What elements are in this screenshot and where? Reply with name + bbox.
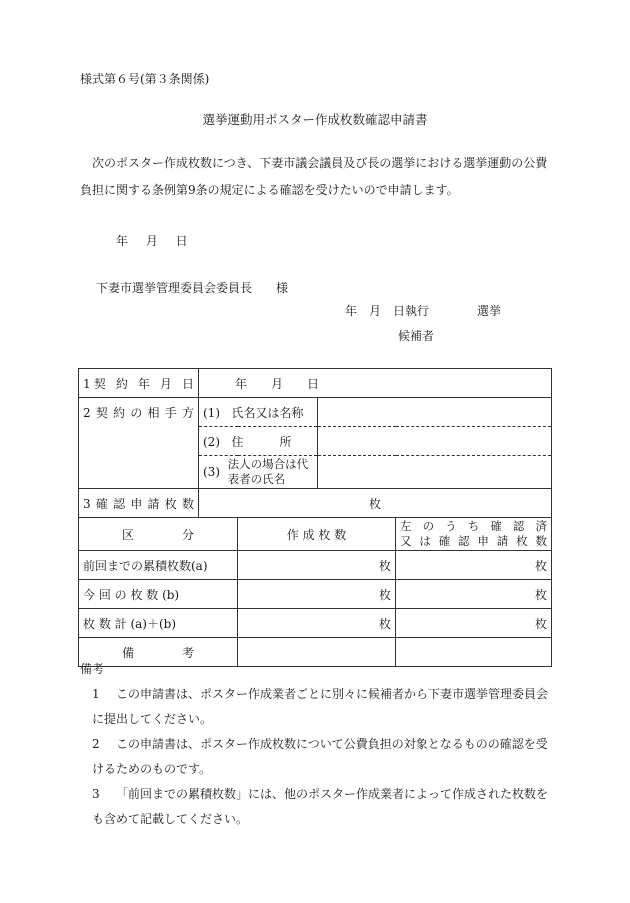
note-item — [92, 782, 552, 832]
intro-paragraph: 次のポスター作成枚数につき、下妻市議会議員及び長の選挙における選挙運動の公費負担に関する条例第9条の規定による確認を受けたいので申請します。 — [80, 156, 548, 197]
remarks-field-2[interactable] — [396, 638, 552, 667]
row-previous-confirmed: 枚 — [396, 551, 552, 580]
confirm-count-unit: 枚 — [199, 489, 552, 518]
row-current-count: 枚 — [238, 580, 396, 609]
row-previous-label: 前回までの累積枚数(a) — [79, 551, 238, 580]
addressee: 下妻市選挙管理委員会委員長 様 — [96, 281, 289, 295]
note-number: 1 — [92, 687, 100, 701]
document-title: 選挙運動用ポスター作成枚数確認申請書 — [202, 112, 428, 127]
contract-date-label: 1契 約 年 月 日 — [79, 369, 199, 398]
party-row-label: 法人の場合は代表者の氏名 — [227, 457, 309, 486]
party-name-label — [199, 398, 318, 427]
row-current-confirmed: 枚 — [396, 580, 552, 609]
candidate-label: 候補者 — [398, 329, 435, 343]
party-name-field[interactable] — [318, 398, 552, 427]
contract-party-label: 2契約の相手方 — [79, 398, 199, 489]
party-row-label: 氏名又は名称 — [231, 405, 304, 420]
row-current-label: 今 回 の 枚 数 (b) — [79, 580, 238, 609]
form-number: 様式第６号(第３条関係) — [80, 72, 210, 86]
row-total-label: 枚 数 計 (a)＋(b) — [79, 609, 238, 638]
notes-header: 備考 — [80, 662, 105, 676]
header-kubun: 区 分 — [79, 518, 238, 551]
header-confirmed — [396, 518, 552, 551]
row-previous-count: 枚 — [238, 551, 396, 580]
note-text: この申請書は、ポスター作成業者ごとに別々に候補者から下妻市選挙管理委員会に提出してください。 — [92, 687, 549, 726]
note-number: 3 — [92, 787, 100, 801]
confirm-count-label: 3確認申請枚数 — [79, 489, 199, 518]
note-item — [92, 682, 552, 732]
party-rep-field[interactable] — [318, 456, 552, 489]
remarks-label: 備 考 — [79, 638, 238, 667]
election-line: 年 月 日執行 選挙 — [345, 304, 502, 318]
contract-date-value: 年 月 日 — [199, 369, 552, 398]
remarks-field[interactable] — [238, 638, 396, 667]
application-table — [78, 368, 552, 667]
party-row-num: (1) — [203, 405, 220, 420]
application-date: 年 月 日 — [116, 234, 188, 248]
note-text: 「前回までの累積枚数」には、他のポスター作成業者によって作成された枚数をも含めて記載してください。 — [92, 787, 549, 826]
note-item — [92, 732, 552, 782]
party-address-field[interactable] — [318, 427, 552, 456]
header-sakusei: 作 成 枚 数 — [238, 518, 396, 551]
row-total-count: 枚 — [238, 609, 396, 638]
note-number: 2 — [92, 737, 100, 751]
party-rep-label — [199, 456, 318, 489]
party-row-label: 住 所 — [231, 434, 292, 449]
party-row-num: (2) — [203, 434, 220, 449]
header-confirmed-line2: 又は確認申請枚数 — [400, 534, 548, 548]
row-total-confirmed: 枚 — [396, 609, 552, 638]
header-confirmed-line1: 左 の う ち 確 認 済 — [400, 519, 548, 533]
party-row-num: (3) — [203, 465, 220, 479]
note-text: この申請書は、ポスター作成枚数について公費負担の対象となるものの確認を受けるためのものです。 — [92, 737, 548, 776]
party-address-label — [199, 427, 318, 456]
